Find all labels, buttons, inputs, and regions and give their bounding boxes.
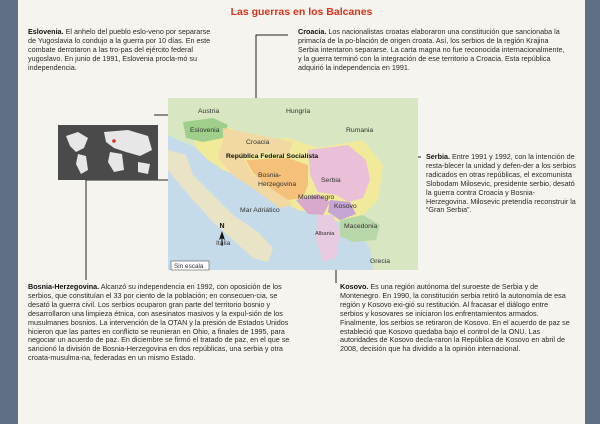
heading-serbia: Serbia. (426, 152, 450, 161)
label-kosovo: Kosovo (334, 203, 357, 210)
label-albania: Albania (315, 231, 335, 237)
label-rumania: Rumania (346, 127, 374, 134)
label-italia: Italia (216, 240, 231, 247)
heading-kosovo: Kosovo. (340, 282, 369, 291)
text-block-slovenia (28, 28, 213, 73)
label-bosnia: Bosnia- (258, 172, 282, 179)
label-hungria: Hungría (286, 108, 311, 115)
page-title: Las guerras en los Balcanes (230, 6, 373, 18)
label-serbia: Serbia (321, 177, 341, 184)
heading-croatia: Croacia. (298, 27, 327, 36)
document-page (18, 0, 585, 424)
label-mar-adriatico: Mar Adriático (240, 207, 280, 214)
text-block-bosnia (28, 283, 293, 363)
body-kosovo: Es una región autónoma del suroeste de Serbia y de Montenegro. En 1990, la constitución serbia retiró la autonomía de esa región y Kosovo exi-gió su restitución. Al fracasar el diálogo entre serbios y kosovares se iniciaron los enfrentamientos armados. Finalmente, los serbios se retiraron de Kosovo. En el acuerdo de paz se estableció que Kosovo quedaba bajo el control de la ONU. Las autoridades de Kosovo decla-raron la República de Kosovo en abril de 2008, decisión que ha dividido a la opinión internacional. (340, 282, 570, 354)
label-grecia: Grecia (370, 258, 391, 265)
label-macedonia: Macedonia (344, 223, 378, 230)
label-herzegovina: Herzegovina (258, 181, 297, 188)
label-montenegro: Montenegro (298, 194, 335, 201)
label-eslovenia: Eslovenia (190, 127, 220, 134)
body-bosnia: Alcanzó su independencia en 1992, con oposición de los serbios, que constituían el 33 por ciento de la población; en consecuen-cia, se desató la guerra civil. Los serbios ocuparon gran parte del territorio bosnio y desarrollaron una limpieza étnica, con asesinatos masivos y la expul-sión de los musulmanes bosnios. La intervención de la OTAN y la presión de Estados Unidos hicieron que las partes en conflicto se reunieran en Ohio, a finales de 1995, para negociar un acuerdo de paz. En diciembre se firmó el tratado de paz, en el que se sancionó la división de Bosnia-Herzegovina en dos repúblicas, una serbia y otra croata-musulma-na, federadas en un mismo Estado. (28, 282, 290, 363)
scale-label: Sin escala (174, 263, 204, 270)
body-serbia: Entre 1991 y 1992, con la intención de resta-blecer la unidad y defen-der a los serbios radicados en otras repúblicas, el excomunista Slobodam Milosevic, presidente serbio, desató la guerra contra Croacia y Bosnia-Herzegovina. Milosevic pretendía reconstruir la “Gran Serbia”. (426, 152, 576, 215)
text-block-kosovo (340, 283, 570, 354)
north-label: N (219, 223, 225, 230)
text-block-serbia (426, 153, 576, 215)
label-austria: Austria (198, 108, 220, 115)
body-slovenia: El anhelo del pueblo eslo-veno por separarse de Yugoslavia lo condujo a la guerra por 10 días. En este combate derrotaron a las tro-pas del ejército federal yugoslavo. En junio de 1991, Eslovenia procla-mó su independencia. (28, 27, 211, 72)
world-locator-inset (58, 125, 158, 180)
body-croatia: Los nacionalistas croatas elaboraron una constitución que sancionaba la primacía de la po-blación de origen croata. Así, los serbios de la región Krajina Serbia intentaron separarse. La carta magna no fue reconocida internacionalmente, y la guerra terminó con la integración de ese territorio a Croacia. Esta república adquirió la independencia en 1991. (298, 27, 565, 72)
label-federal-republic: República Federal Socialista (226, 153, 319, 160)
label-croacia: Croacia (246, 139, 270, 146)
heading-slovenia: Eslovenia. (28, 27, 64, 36)
heading-bosnia: Bosnia-Herzegovina. (28, 282, 100, 291)
text-block-croatia (298, 28, 568, 73)
locator-marker-icon (112, 139, 116, 143)
